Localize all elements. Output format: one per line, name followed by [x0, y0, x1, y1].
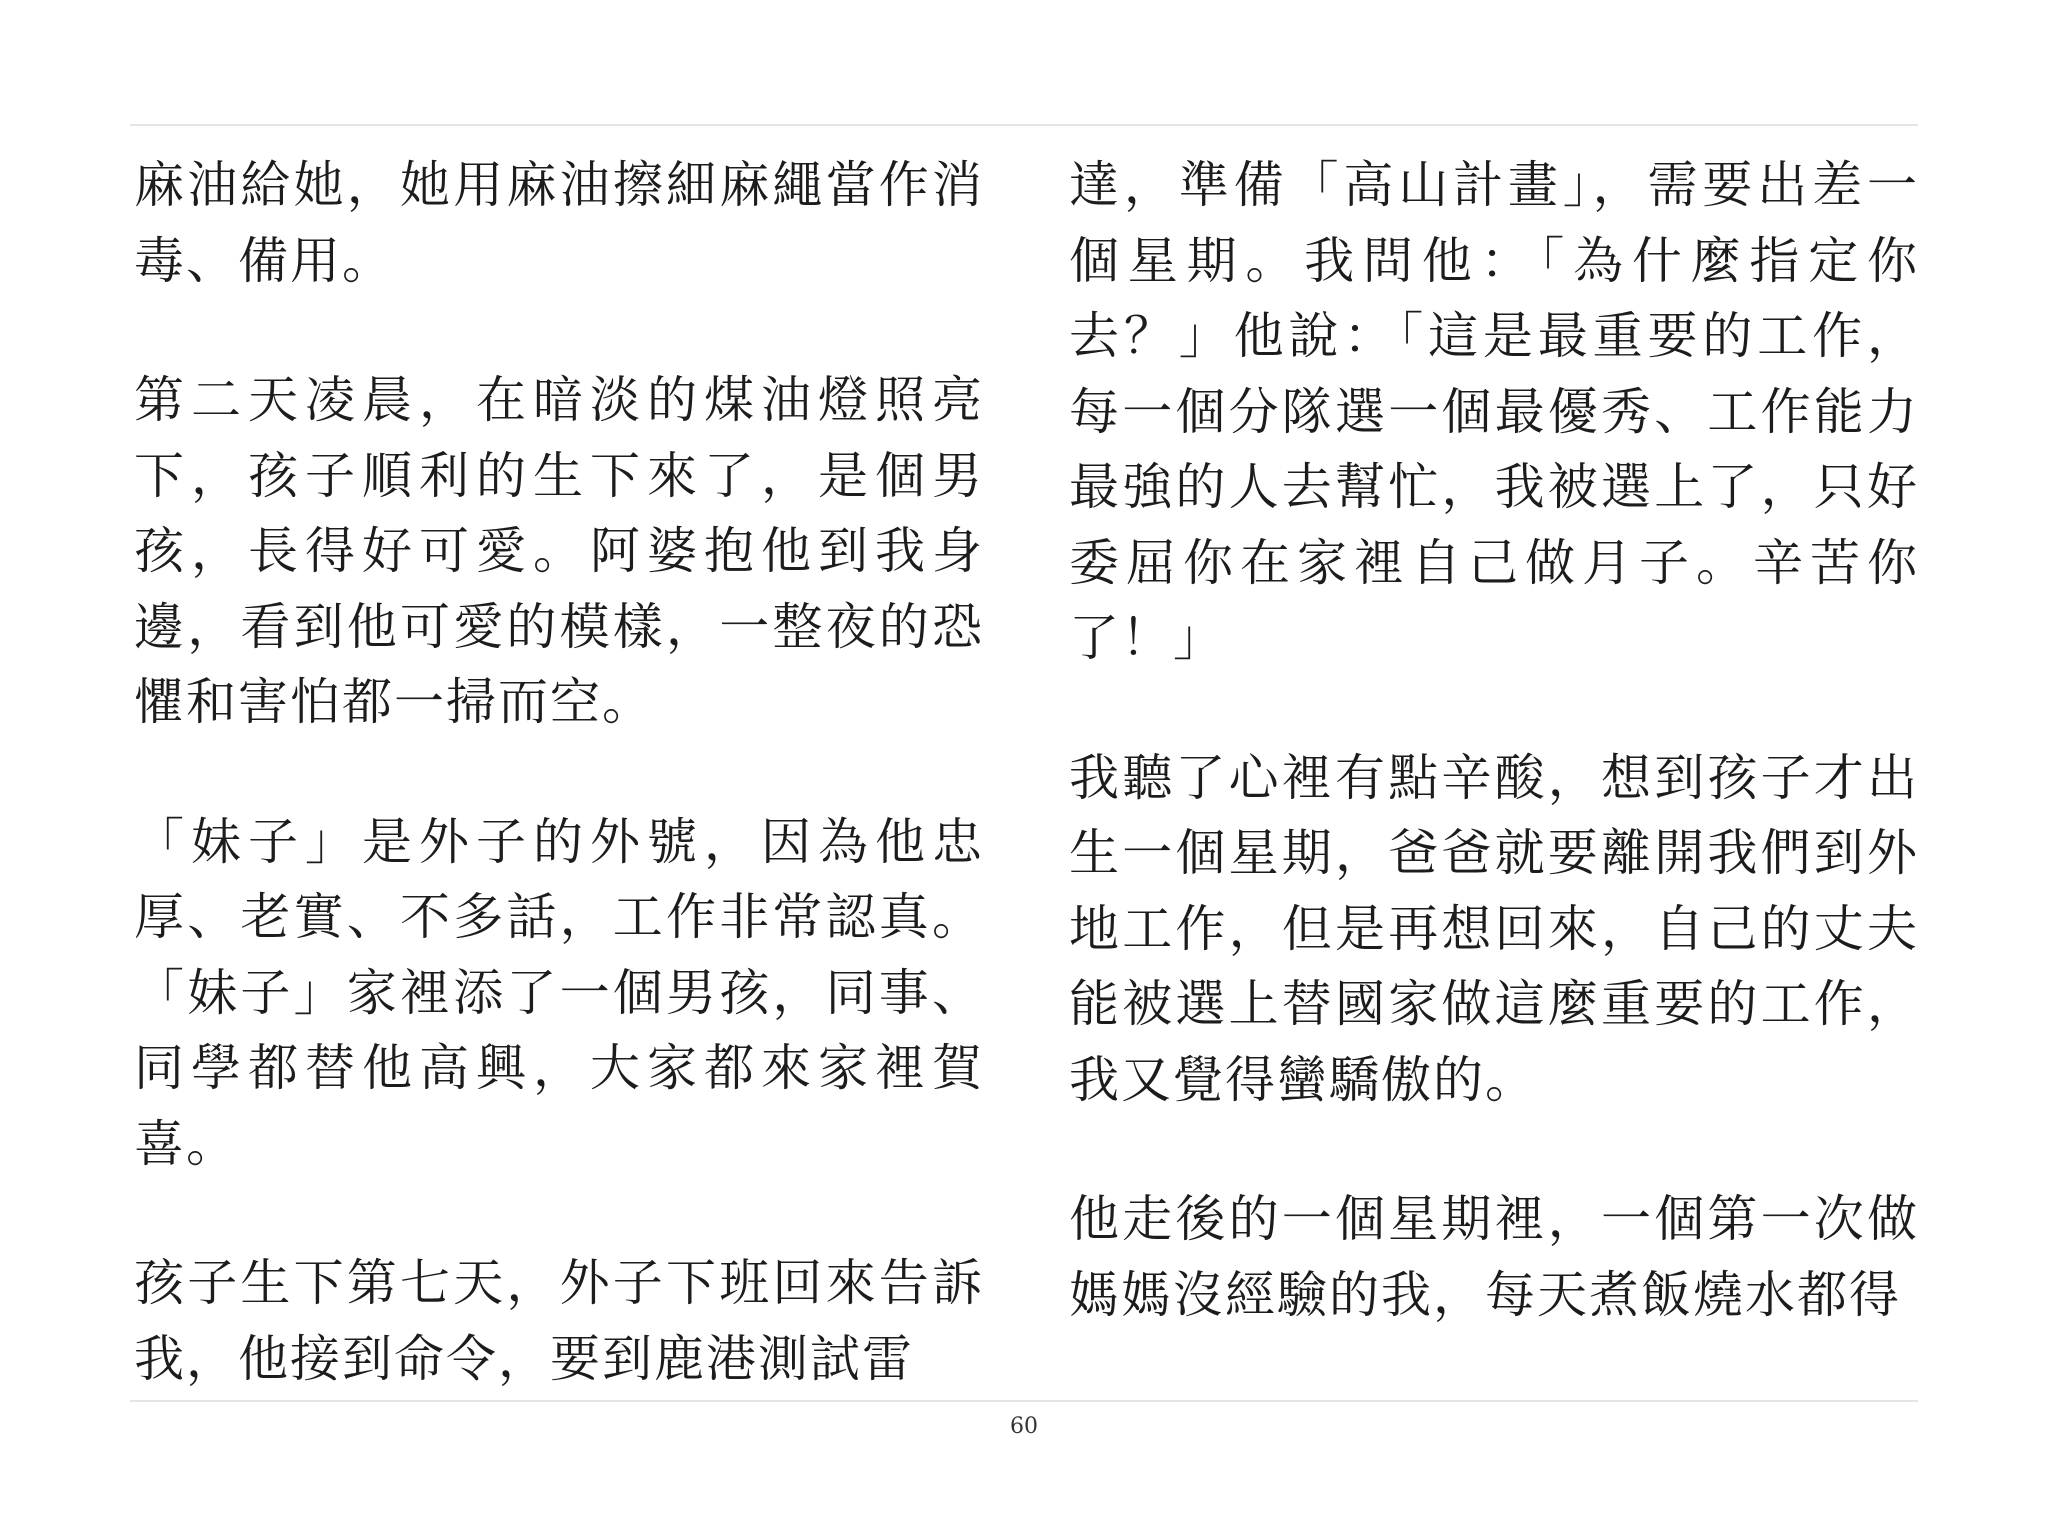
header-rule: [130, 124, 1918, 126]
footer-rule: [130, 1400, 1918, 1402]
paragraph: 「妹子」是外子的外號，因為他忠厚、老實、不多話，工作非常認真。「妹子」家裡添了一個男孩，同事、同學都替他高興，大家都來家裡賀喜。: [134, 812, 984, 1173]
paragraph: 他走後的一個星期裡，一個第一次做媽媽沒經驗的我，每天煮飯燒水都得: [1069, 1190, 1919, 1324]
paragraph: 第二天凌晨，在暗淡的煤油燈照亮下，孩子順利的生下來了，是個男孩，長得好可愛。阿婆抱他到我身邊，看到他可愛的模樣，一整夜的恐懼和害怕都一掃而空。: [134, 371, 984, 731]
page-number: 60: [1010, 1414, 1038, 1439]
paragraph: 麻油給她，她用麻油擦細麻繩當作消毒、備用。: [134, 156, 984, 290]
paragraph: 我聽了心裡有點辛酸，想到孩子才出生一個星期，爸爸就要離開我們到外地工作，但是再想回來，自己的丈夫能被選上替國家做這麼重要的工作，我又覺得蠻驕傲的。: [1069, 748, 1919, 1109]
right-text-column: [1069, 148, 1919, 1333]
paragraph: 達，準備「高山計畫」，需要出差一個星期。我問他：「為什麼指定你去？」他說：「這是最重要的工作，每一個分隊選一個最優秀、工作能力最強的人去幫忙，我被選上了，只好委屈你在家裡自己做月子。辛苦你了！」: [1069, 156, 1919, 667]
paragraph: 孩子生下第七天，外子下班回來告訴我，他接到命令，要到鹿港測試雷: [134, 1254, 984, 1388]
left-text-column: [134, 148, 984, 1397]
